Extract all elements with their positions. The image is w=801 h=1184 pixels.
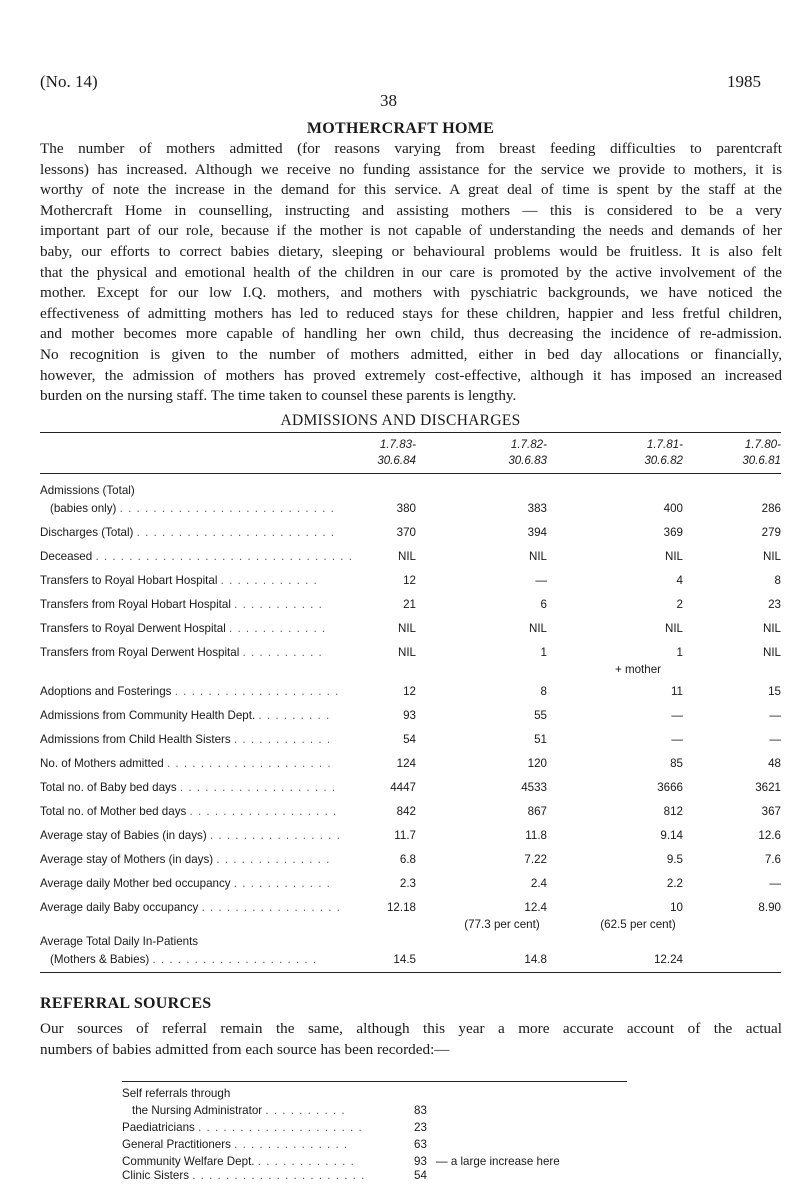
cell-1981-82: 369 xyxy=(663,526,683,539)
cell-1981-82: 400 xyxy=(663,502,683,515)
cell-1981-82: 812 xyxy=(663,805,683,818)
column-header-to: 30.6.81 xyxy=(742,454,781,467)
cell-1983-84: 11.7 xyxy=(394,829,416,842)
cell-1983-84: NIL xyxy=(397,550,416,563)
row-label: Average Total Daily In-Patients xyxy=(40,935,199,948)
row-label: Transfers to Royal Hobart Hospital . . . . . . . . . . . . xyxy=(40,574,318,587)
paragraph-line: No recognition is given to the number of mothers admitted, either in bed day allocations or financially, xyxy=(40,345,782,363)
cell-1981-82: 4 xyxy=(676,574,683,587)
column-header-1982-83 xyxy=(508,437,547,469)
referral-value: 54 xyxy=(414,1169,427,1182)
cell-1980-81: 279 xyxy=(761,526,781,539)
cell-1983-84: 54 xyxy=(403,733,416,746)
table-header-rule xyxy=(40,473,781,474)
column-header-1980-81 xyxy=(742,437,781,469)
referral-label: Paediatricians . . . . . . . . . . . . . . . . . . . . xyxy=(122,1121,363,1134)
column-header-from: 1.7.80- xyxy=(744,438,781,451)
referral-label-line2: the Nursing Administrator . . . . . . . . . . xyxy=(132,1104,346,1117)
cell-1982-83: 120 xyxy=(527,757,547,770)
section-title-referral: REFERRAL SOURCES xyxy=(40,995,212,1012)
paragraph-line: lessons) has increased. Although we receive no funding assistance for the service we provide to mothers, it is xyxy=(40,160,782,178)
row-label: Transfers to Royal Derwent Hospital . . . . . . . . . . . . xyxy=(40,622,327,635)
paragraph-line: mother. Except for our low I.Q. mothers, and mothers with pyschiatric backgrounds, we have noticed the xyxy=(40,284,782,302)
referral-value: 93 xyxy=(414,1155,427,1168)
referral-label: Clinic Sisters . . . . . . . . . . . . . . . . . . . . . xyxy=(122,1169,366,1182)
referral-label: General Practitioners . . . . . . . . . . . . . . xyxy=(122,1138,349,1151)
cell-1982-83: 12.4 xyxy=(524,901,547,914)
cell-1983-84: 93 xyxy=(403,709,416,722)
cell-1980-81: 8 xyxy=(774,574,781,587)
row-label: Transfers from Royal Derwent Hospital . . . . . . . . . . xyxy=(40,646,323,659)
cell-1981-82: 10 xyxy=(670,901,683,914)
cell-1981-82: — xyxy=(671,709,683,722)
cell-1983-84: 2.3 xyxy=(399,877,416,890)
page-number: 38 xyxy=(380,91,397,110)
cell-1982-83: 55 xyxy=(534,709,547,722)
referral-value: 23 xyxy=(414,1121,427,1134)
cell-1980-81: 367 xyxy=(761,805,781,818)
row-label: Adoptions and Fosterings . . . . . . . . . . . . . . . . . . . . xyxy=(40,685,340,698)
cell-1982-83: 11.8 xyxy=(525,829,547,842)
paragraph-line: however, the admission of mothers has proved extremely cost-effective, although it has imposed an increased xyxy=(40,366,782,384)
referral-note: — a large increase here xyxy=(436,1155,560,1168)
cell-1981-82: 12.24 xyxy=(653,953,683,966)
row-label: Average stay of Babies (in days) . . . . . . . . . . . . . . . . xyxy=(40,829,341,842)
row-label: Deceased . . . . . . . . . . . . . . . . . . . . . . . . . . . . . . . xyxy=(40,550,353,563)
row-label: Total no. of Baby bed days . . . . . . . . . . . . . . . . . . . xyxy=(40,781,337,794)
section-title-mothercraft: MOTHERCRAFT HOME xyxy=(306,120,495,137)
column-header-1983-84 xyxy=(377,437,416,469)
cell-1983-84: 12 xyxy=(403,574,416,587)
cell-1980-81: 15 xyxy=(768,685,781,698)
cell-1982-83: 383 xyxy=(527,502,547,515)
cell-1980-81: — xyxy=(769,733,781,746)
row-label: Admissions from Child Health Sisters . . . . . . . . . . . . xyxy=(40,733,332,746)
paragraph-line: that the physical and emotional health of the children in our care is promoted by the active involvement of the xyxy=(40,263,782,281)
table-bottom-rule xyxy=(40,972,781,973)
paragraph-line: and mother becomes more capable of handling her own child, thus decreasing the incidence of re-admission. xyxy=(40,325,782,343)
cell-1980-81: 23 xyxy=(768,598,781,611)
paragraph-line: effectiveness of admitting mothers has led to reduced stays for these children, happier and less fretful children, xyxy=(40,304,782,322)
cell-1980-81: 286 xyxy=(761,502,781,515)
cell-1982-83: 8 xyxy=(540,685,547,698)
cell-1982-83: 4533 xyxy=(521,781,547,794)
row-label: Average stay of Mothers (in days) . . . . . . . . . . . . . . xyxy=(40,853,331,866)
cell-1980-81: 7.6 xyxy=(764,853,781,866)
cell-1982-83: 867 xyxy=(527,805,547,818)
column-header-to: 30.6.83 xyxy=(508,454,547,467)
row-label: Average daily Baby occupancy . . . . . . . . . . . . . . . . . xyxy=(40,901,341,914)
referral-value: 83 xyxy=(414,1104,427,1117)
cell-note: + mother xyxy=(614,663,662,676)
cell-1980-81: — xyxy=(769,877,781,890)
cell-1983-84: 12 xyxy=(403,685,416,698)
cell-1980-81: NIL xyxy=(762,646,781,659)
paragraph-line: worthy of note the increase in the demand for this service. A great deal of time is spent by the staff at the xyxy=(40,181,782,199)
paragraph-line: important part of our role, because if the mother is not capable of understanding the needs and demands of her xyxy=(40,222,782,240)
cell-1983-84: 21 xyxy=(403,598,416,611)
table-top-rule xyxy=(40,432,781,433)
cell-1983-84: 842 xyxy=(396,805,416,818)
column-header-from: 1.7.81- xyxy=(646,438,683,451)
cell-1982-83: 7.22 xyxy=(524,853,547,866)
row-label: Discharges (Total) . . . . . . . . . . . . . . . . . . . . . . . . xyxy=(40,526,336,539)
cell-1982-83: NIL xyxy=(528,550,547,563)
row-label: Transfers from Royal Hobart Hospital . . . . . . . . . . . xyxy=(40,598,323,611)
cell-1981-82: 11 xyxy=(670,685,683,698)
paragraph-line: The number of mothers admitted (for reasons varying from breast feeding difficulties to parentcraft xyxy=(40,140,782,157)
paragraph-line: numbers of babies admitted from each source has been recorded:— xyxy=(40,1040,450,1058)
cell-1981-82: 1 xyxy=(676,646,683,659)
cell-1981-82: 3666 xyxy=(657,781,683,794)
cell-1983-84: NIL xyxy=(397,622,416,635)
issue-number: (No. 14) xyxy=(40,72,98,91)
paragraph-line: Mothercraft Home in counselling, instructing and assisting mothers — this is considered to be a very xyxy=(40,201,782,219)
column-header-from: 1.7.83- xyxy=(379,438,416,451)
row-label-line2: (Mothers & Babies) . . . . . . . . . . . . . . . . . . . . xyxy=(50,953,318,966)
row-label: Total no. of Mother bed days . . . . . . . . . . . . . . . . . . xyxy=(40,805,338,818)
mothercraft-paragraph xyxy=(40,139,782,407)
row-label: No. of Mothers admitted . . . . . . . . . . . . . . . . . . . . xyxy=(40,757,332,770)
row-label: Admissions from Community Health Dept. . . . . . . . . . xyxy=(40,709,331,722)
table-title-admissions: ADMISSIONS AND DISCHARGES xyxy=(280,412,521,429)
cell-1982-83: 394 xyxy=(527,526,547,539)
cell-1982-83: 14.8 xyxy=(524,953,547,966)
cell-1981-82: 2 xyxy=(676,598,683,611)
cell-1981-82: 9.5 xyxy=(666,853,683,866)
cell-1983-84: NIL xyxy=(397,646,416,659)
referral-top-rule xyxy=(122,1081,627,1082)
column-header-from: 1.7.82- xyxy=(510,438,547,451)
cell-1980-81: 12.6 xyxy=(758,829,781,842)
column-header-to: 30.6.84 xyxy=(377,454,416,467)
cell-1980-81: 3621 xyxy=(755,781,781,794)
cell-1983-84: 380 xyxy=(396,502,416,515)
cell-1981-82: 85 xyxy=(670,757,683,770)
row-label: Average daily Mother bed occupancy . . . . . . . . . . . . xyxy=(40,877,331,890)
cell-1982-83: 51 xyxy=(534,733,547,746)
paragraph-line: burden on the nursing staff. The time taken to counsel these parents is lengthy. xyxy=(40,387,517,405)
year: 1985 xyxy=(727,72,761,91)
row-label-line2: (babies only) . . . . . . . . . . . . . . . . . . . . . . . . . . xyxy=(50,502,335,515)
referral-paragraph xyxy=(40,1019,782,1060)
cell-1982-83: — xyxy=(535,574,547,587)
cell-1980-81: NIL xyxy=(762,622,781,635)
paragraph-line: baby, our efforts to correct babies dietary, sleeping or behavioural problems would be fruitless. It is also felt xyxy=(40,242,782,260)
cell-1981-82: — xyxy=(671,733,683,746)
cell-1980-81: — xyxy=(769,709,781,722)
cell-1983-84: 6.8 xyxy=(399,853,416,866)
column-header-1981-82 xyxy=(644,437,683,469)
cell-1982-83: 1 xyxy=(540,646,547,659)
cell-note: (77.3 per cent) xyxy=(464,918,540,931)
cell-1981-82: 9.14 xyxy=(660,829,683,842)
cell-1981-82: NIL xyxy=(664,622,683,635)
cell-1983-84: 14.5 xyxy=(393,953,416,966)
cell-1983-84: 4447 xyxy=(390,781,416,794)
cell-1983-84: 12.18 xyxy=(386,901,416,914)
cell-1980-81: 8.90 xyxy=(758,901,781,914)
cell-1980-81: 48 xyxy=(768,757,781,770)
cell-1982-83: 2.4 xyxy=(530,877,547,890)
cell-1982-83: NIL xyxy=(528,622,547,635)
cell-note: (62.5 per cent) xyxy=(600,918,676,931)
cell-1981-82: NIL xyxy=(664,550,683,563)
cell-1983-84: 370 xyxy=(396,526,416,539)
column-header-to: 30.6.82 xyxy=(644,454,683,467)
cell-1983-84: 124 xyxy=(396,757,416,770)
row-label: Admissions (Total) xyxy=(40,484,135,497)
referral-value: 63 xyxy=(414,1138,427,1151)
referral-label: Self referrals through xyxy=(122,1087,231,1100)
referral-label: Community Welfare Dept. . . . . . . . . . . . . xyxy=(122,1155,355,1168)
cell-1980-81: NIL xyxy=(762,550,781,563)
paragraph-line: Our sources of referral remain the same, although this year a more accurate account of the actual xyxy=(40,1020,782,1037)
cell-1981-82: 2.2 xyxy=(666,877,683,890)
cell-1982-83: 6 xyxy=(540,598,547,611)
